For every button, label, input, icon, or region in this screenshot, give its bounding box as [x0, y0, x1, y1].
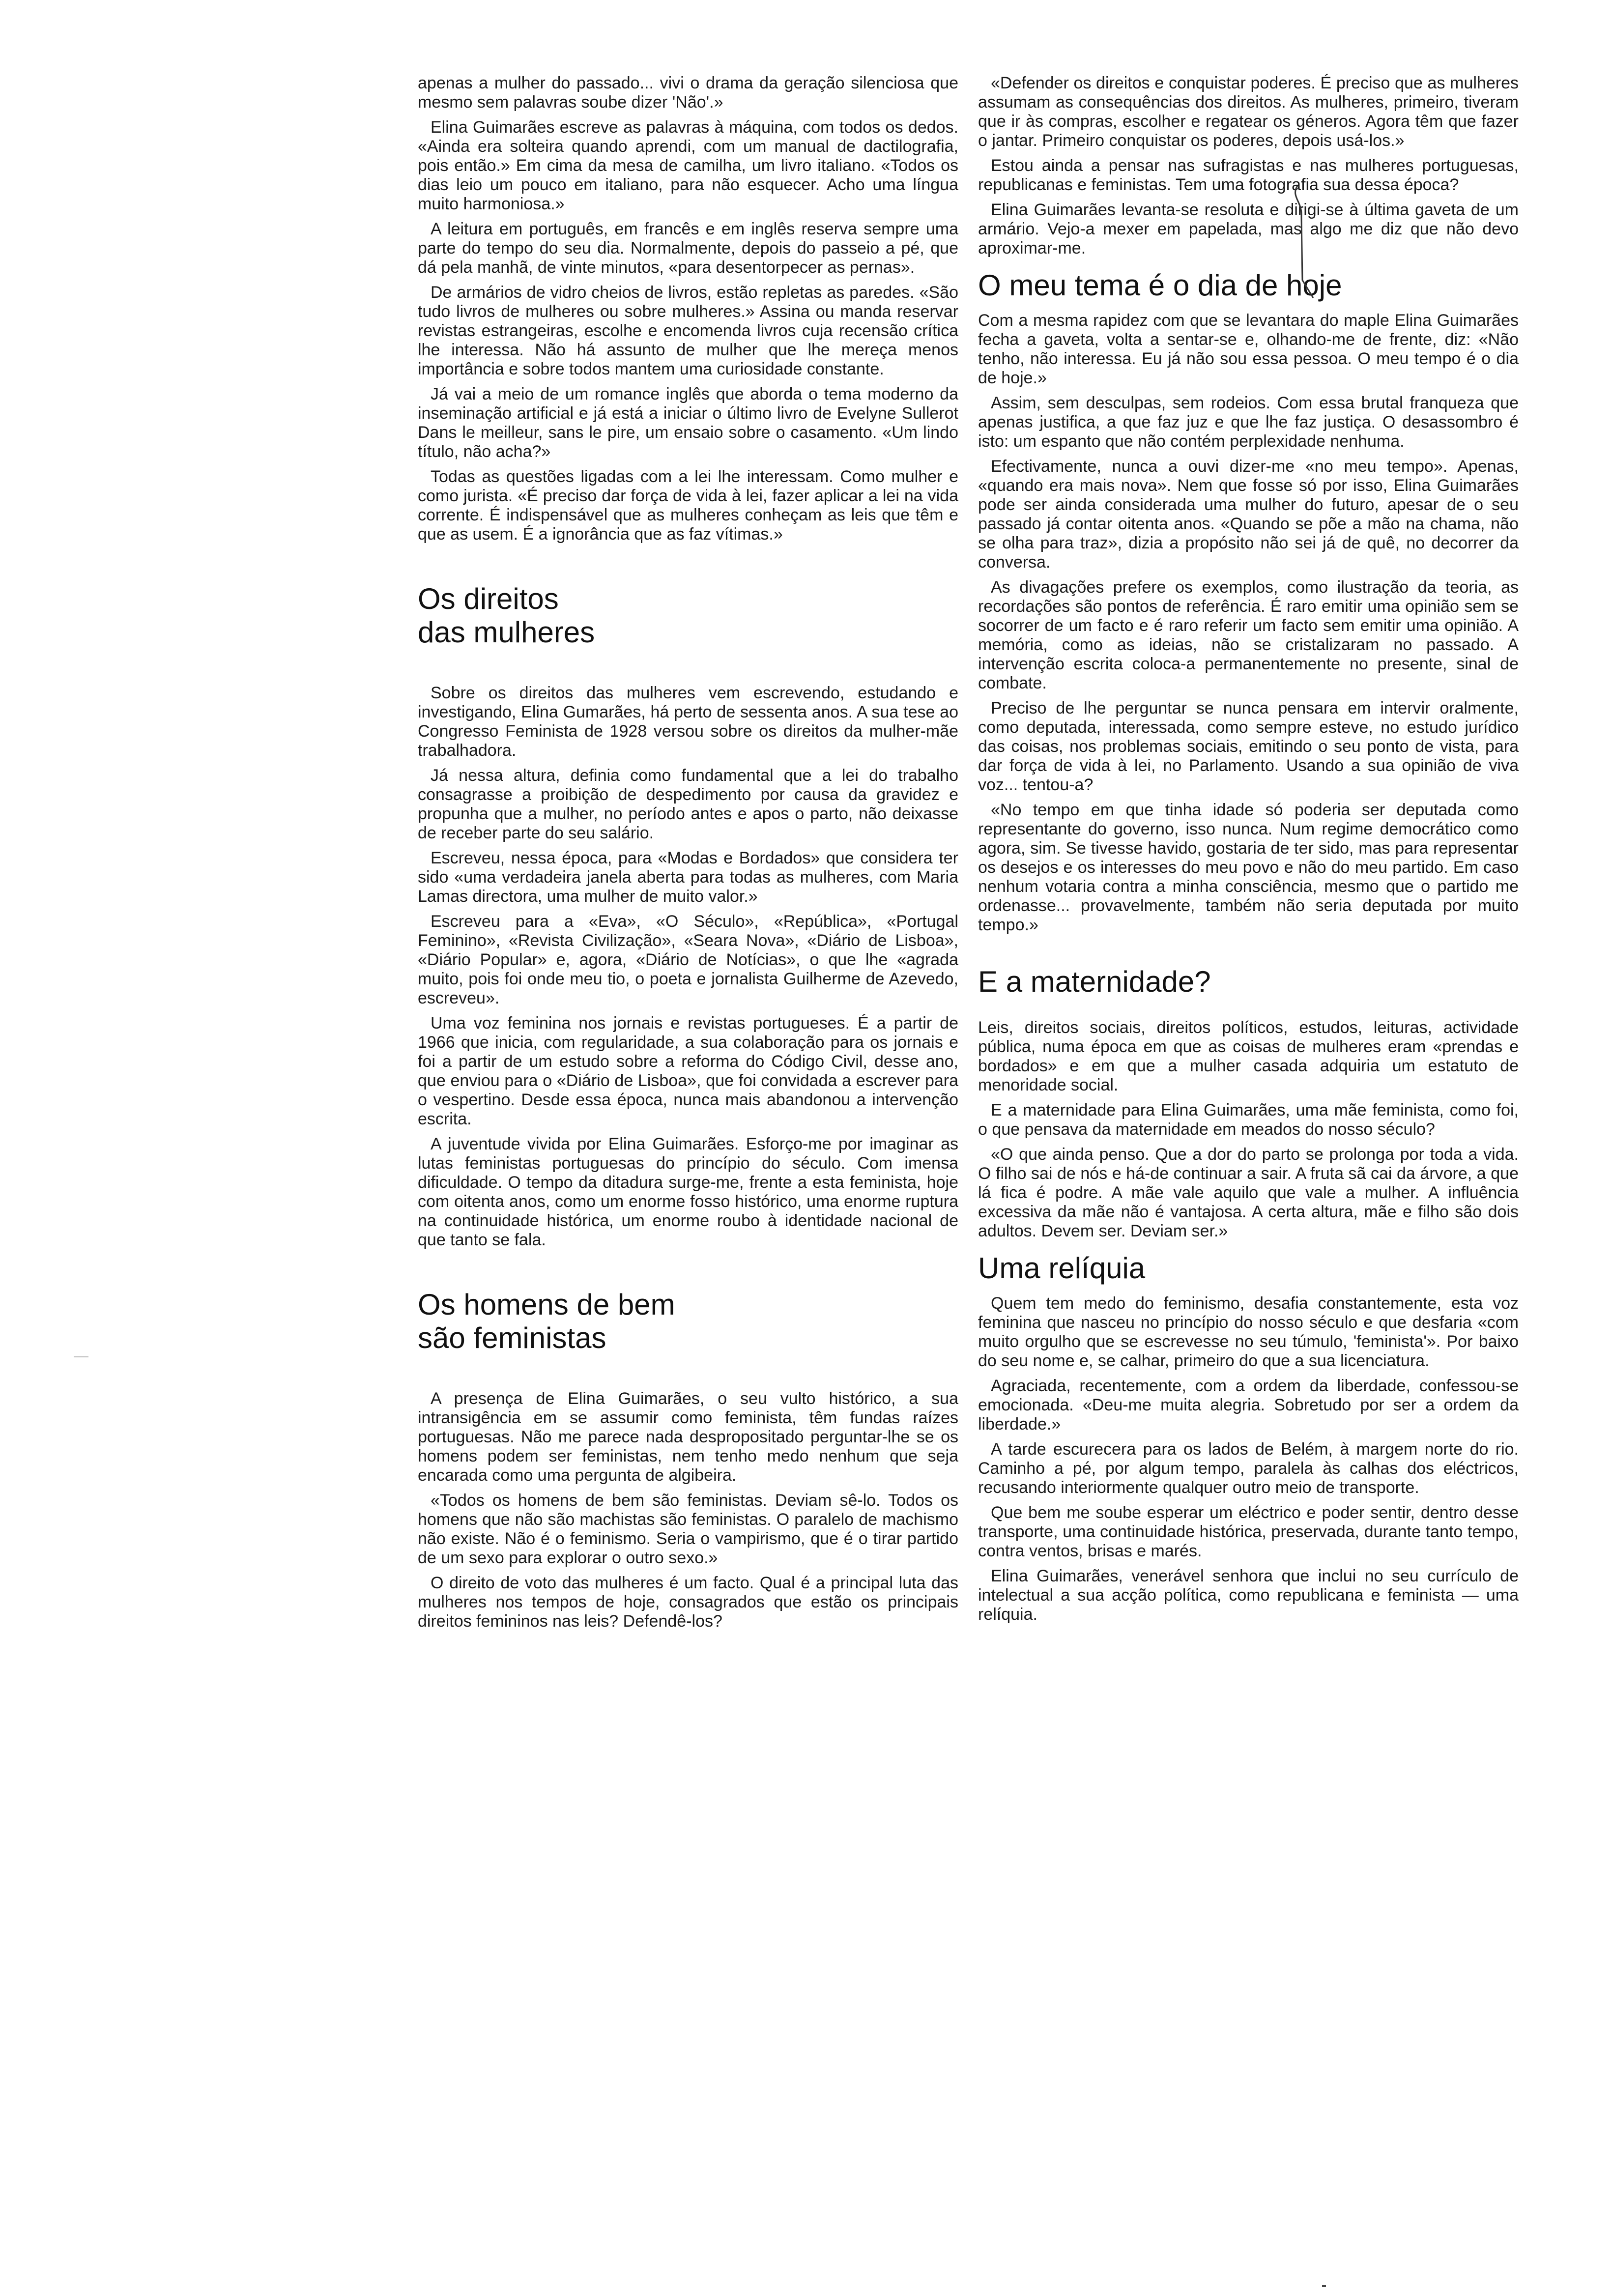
paragraph: Agraciada, recentemente, com a ordem da liberdade, confessou-se emocionada. «Deu-me muita alegria. Sobretudo por ser a ordem da liberdade.» [978, 1377, 1519, 1434]
paragraph: Uma voz feminina nos jornais e revistas portugueses. É a partir de 1966 que inicia, com regularidade, a sua colaboração para os jornais e foi a partir de um estudo sobre a reforma do Código Civil, desse ano, que enviou para o «Diário de Lisboa», que foi convidada a escrever para o vespertino. Desde essa época, nunca mais abandonou a intervenção escrita. [418, 1014, 958, 1128]
heading-line: Os direitos [418, 582, 559, 615]
paragraph: «O que ainda penso. Que a dor do parto se prolonga por toda a vida. O filho sai de nós e há-de continuar a sair. A fruta sã cai da árvore, a que lá fica é podre. A mãe vale aquilo que vale a mulher. A influência excessiva da mãe não é vantajosa. A certa altura, mãe e filho são dois adultos. Devem ser. Deviam ser.» [978, 1145, 1519, 1240]
paragraph: De armários de vidro cheios de livros, estão repletas as paredes. «São tudo livros de mulheres ou sobre mulheres.» Assina ou manda reservar revistas estrangeiras, escolhe e encomenda livros cuja recensão crítica lhe interessa. Não há assunto de mulher que lhe mereça menos importância e sobre todos mantem uma curiosidade constante. [418, 283, 958, 378]
handwritten-arrow-mark [1288, 182, 1317, 300]
paragraph: Escreveu para a «Eva», «O Século», «República», «Portugal Feminino», «Revista Civilização», «Seara Nova», «Diário de Lisboa», «Diário Popular» e, agora, «Diário de Notícias», o que lhe «agrada muito, pois foi onde meu tio, o poeta e jornalista Guilherme de Azevedo, escreveu». [418, 912, 958, 1007]
section-heading-tema: O meu tema é o dia de hoje [978, 269, 1342, 302]
paragraph: «Todos os homens de bem são feministas. Deviam sê-lo. Todos os homens que não são machistas são feministas. O paralelo de machismo não existe. Não é o feminismo. Seria o vampirismo, que é o tirar partido de um sexo para explorar o outro sexo.» [418, 1491, 958, 1567]
paragraph: Assim, sem desculpas, sem rodeios. Com essa brutal franqueza que apenas justifica, a que faz juz e que lhe faz justiça. O desassombro é isto: um espanto que não contém perplexidade nenhuma. [978, 394, 1519, 451]
paragraph: Preciso de lhe perguntar se nunca pensara em intervir oralmente, como deputada, interessada, como sempre esteve, no estudo jurídico das coisas, nos problemas sociais, emitindo o seu ponto de vista, para dar força de vida à lei, no Parlamento. Usando a sua opinião de viva voz... tentou-a? [978, 699, 1519, 794]
paragraph: Escreveu, nessa época, para «Modas e Bordados» que considera ter sido «uma verdadeira janela aberta para todas as mulheres, com Maria Lamas directora, uma mulher de muito valor.» [418, 849, 958, 906]
paragraph: Que bem me soube esperar um eléctrico e poder sentir, dentro desse transporte, uma continuidade histórica, preservada, durante tanto tempo, contra ventos, brisas e marés. [978, 1503, 1519, 1560]
section-heading-homens [418, 1288, 958, 1355]
heading-line: das mulheres [418, 616, 595, 649]
paragraph: O direito de voto das mulheres é um facto. Qual é a principal luta das mulheres nos tempos de hoje, consagrados que estão os principais direitos femininos nas leis? Defendê-los? [418, 1574, 958, 1631]
paragraph: A juventude vivida por Elina Guimarães. Esforço-me por imaginar as lutas feministas portuguesas do princípio do século. Com imensa dificuldade. O tempo da ditadura surge-me, frente a esta feminista, hoje com oitenta anos, como um enorme fosso histórico, uma enorme ruptura na continuidade histórica, um enorme roubo à identidade nacional de que tanto se fala. [418, 1135, 958, 1249]
heading-line: Os homens de bem [418, 1288, 675, 1321]
paragraph: Efectivamente, nunca a ouvi dizer-me «no meu tempo». Apenas, «quando era mais nova». Nem que fosse só por isso, Elina Guimarães pode ser ainda considerada uma mulher do futuro, apesar de o seu passado já contar oitenta anos. «Quando se põe a mão na chama, não se olha para traz», dizia a propósito não sei já de quê, no decorrer da conversa. [978, 457, 1519, 572]
paragraph: Já nessa altura, definia como fundamental que a lei do trabalho consagrasse a proibição de despedimento por causa da gravidez e propunha que a mulher, no período antes e apos o parto, não deixasse de receber parte do seu salário. [418, 766, 958, 842]
paragraph: E a maternidade para Elina Guimarães, uma mãe feminista, como foi, o que pensava da maternidade em meados do nosso século? [978, 1101, 1519, 1139]
paragraph: Sobre os direitos das mulheres vem escrevendo, estudando e investigando, Elina Gumarães, há perto de sessenta anos. A sua tese ao Congresso Feminista de 1928 versou sobre os direitos da mulher-mãe trabalhadora. [418, 684, 958, 760]
paragraph: Já vai a meio de um romance inglês que aborda o tema moderno da inseminação artificial e já está a iniciar o último livro de Evelyne Sullerot Dans le meilleur, sans le pire, um ensaio sobre o casamento. «Um lindo título, não acha?» [418, 385, 958, 461]
paragraph: Quem tem medo do feminismo, desafia constantemente, esta voz feminina que nasceu no princípio do nosso século e que desfaria «com muito orgulho que se escrevesse no seu túmulo, 'feminista'». Por baixo do seu nome e, se calhar, primeiro do que a sua licenciatura. [978, 1294, 1519, 1370]
right-column [978, 74, 1519, 1630]
paragraph: Elina Guimarães escreve as palavras à máquina, com todos os dedos. «Ainda era solteira quando aprendi, com um manual de dactilografia, pois então.» Em cima da mesa de camilha, um livro italiano. «Todos os dias leio um pouco em italiano, para não esquecer. Acho uma língua muito harmoniosa.» [418, 118, 958, 213]
heading-line: são feministas [418, 1321, 606, 1354]
paragraph: A presença de Elina Guimarães, o seu vulto histórico, a sua intransigência em se assumir como feminista, têm fundas raízes portuguesas. Não me parece nada despropositado perguntar-lhe se os homens podem ser feministas, nem tenho medo nenhum que seja encarada como uma pergunta de algibeira. [418, 1389, 958, 1485]
paragraph: A tarde escurecera para os lados de Belém, à margem norte do rio. Caminho a pé, por algum tempo, paralela às calhas dos eléctricos, recusando interiormente qualquer outro meio de transporte. [978, 1440, 1519, 1497]
paragraph: apenas a mulher do passado... vivi o drama da geração silenciosa que mesmo sem palavras soube dizer 'Não'.» [418, 74, 958, 112]
left-column [418, 74, 958, 1637]
paragraph: «Defender os direitos e conquistar poderes. É preciso que as mulheres assumam as consequências dos direitos. As mulheres, primeiro, tiveram que ir às compras, escolher e regatear os géneros. Agora têm que fazer o jantar. Primeiro conquistar os poderes, depois usá-los.» [978, 74, 1519, 150]
section-heading-reliquia: Uma relíquia [978, 1252, 1146, 1285]
paragraph: A leitura em português, em francês e em inglês reserva sempre uma parte do tempo do seu dia. Normalmente, depois do passeio a pé, que dá pela manhã, de vinte minutos, «para desentorpecer as pernas». [418, 220, 958, 277]
margin-mark [74, 1356, 88, 1357]
section-heading-maternidade: E a maternidade? [978, 965, 1211, 998]
paragraph: Leis, direitos sociais, direitos políticos, estudos, leituras, actividade pública, numa época em que as coisas de mulheres eram «prendas e bordados» e em que a mulher casada adquiria um estatuto de menoridade social. [978, 1018, 1519, 1094]
paragraph: Todas as questões ligadas com a lei lhe interessam. Como mulher e como jurista. «É preciso dar força de vida à lei, fazer aplicar a lei na vida corrente. É indispensável que as mulheres conheçam as leis que têm e que as usem. É a ignorância que as faz vítimas.» [418, 467, 958, 544]
paragraph: Elina Guimarães levanta-se resoluta e dirigi-se à última gaveta de um armário. Vejo-a mexer em papelada, mas algo me diz que não devo aproximar-me. [978, 201, 1519, 258]
section-heading-direitos [418, 582, 958, 649]
page-tick-mark [1322, 2285, 1326, 2287]
paragraph: Com a mesma rapidez com que se levantara do maple Elina Guimarães fecha a gaveta, volta a sentar-se e, olhando-me de frente, diz: «Não tenho, não interessa. Eu já não sou essa pessoa. O meu tempo é o dia de hoje.» [978, 311, 1519, 387]
paragraph: «No tempo em que tinha idade só poderia ser deputada como representante do governo, isso nunca. Num regime democrático como agora, sim. Se tivesse havido, gostaria de ter sido, mas para representar os desejos e os interesses do meu povo e não do meu partido. Em caso nenhum votaria contra a minha consciência, mesmo que o partido me ordenasse... provavelmente, também não seria deputada por muito tempo.» [978, 801, 1519, 934]
paragraph: Elina Guimarães, venerável senhora que inclui no seu currículo de intelectual a sua acção política, como republicana e feminista — uma relíquia. [978, 1567, 1519, 1624]
paragraph: Estou ainda a pensar nas sufragistas e nas mulheres portuguesas, republicanas e feministas. Tem uma fotografia sua dessa época? [978, 156, 1519, 194]
paragraph: As divagações prefere os exemplos, como ilustração da teoria, as recordações são pontos de referência. É raro emitir uma opinião sem se socorrer de um facto e é raro referir um facto sem emitir uma opinião. A memória, como as ideias, não se cristalizaram no passado. A intervenção escrita coloca-a permanentemente no presente, sinal de combate. [978, 578, 1519, 692]
